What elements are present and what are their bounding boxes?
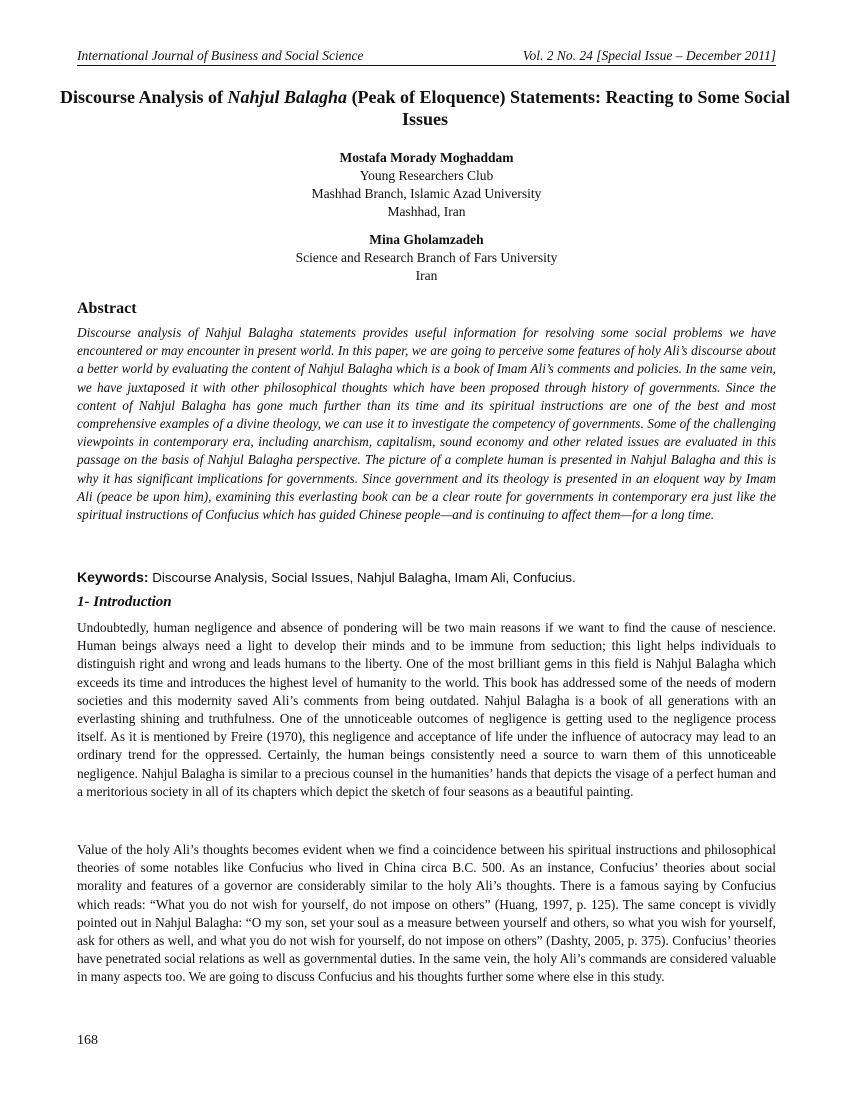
author-name: Mina Gholamzadeh [369,232,484,247]
issue-info: Vol. 2 No. 24 [Special Issue – December 2011] [522,48,776,63]
keywords-label: Keywords: [77,569,149,585]
keywords-text: Discourse Analysis, Social Issues, Nahjul Balagha, Imam Ali, Confucius. [148,570,576,585]
abstract-text: Discourse analysis of Nahjul Balagha statements provides useful information for resolving some social problems we have encountered or may encounter in present world. In this paper, we are going to perceive some features of holy Ali’s discourse about a better world by evaluating the content of Nahjul Balagha which is a book of Imam Ali’s comments and policies. In the same vein, we have juxtaposed it with other philosophical thoughts which have been proposed through history of governments. Since the content of Nahjul Balagha has gone much further than its time and its spiritual instructions are one of the best and most comprehensive examples of a divine theology, we can use it to investigate the competency of governments. Some of the challenging viewpoints in contemporary era, including anarchism, capitalism, sound economy and other related issues are evaluated in this passage on the basis of Nahjul Balagha perspective. The picture of a complete human is presented in Nahjul Balagha and this is why it has significant implications for governments. Since government and its theology is presented in an eloquent way by Imam Ali (peace be upon him), examining this everlasting book can be a clear route for governments in contemporary era just like the spiritual instructions of Confucius which has guided Chinese people—and is continuing to affect them—for a long time. [77,325,776,523]
author-affiliation-line: Mashhad Branch, Islamic Azad University [311,186,542,201]
keywords [77,568,776,587]
abstract-heading: Abstract [77,300,137,317]
title-italic: Nahjul Balagha [227,87,348,107]
author-block [77,149,776,285]
author-name: Mostafa Morady Moghaddam [339,150,514,165]
section-heading-introduction: 1- Introduction [77,594,172,610]
author-affiliation-line: Science and Research Branch of Fars University [295,250,558,265]
page-number: 168 [77,1033,98,1048]
body-paragraph: Value of the holy Ali’s thoughts becomes evident when we find a coincidence between his spiritual instructions and philosophical theories of some notables like Confucius who lived in China circa B.C. 500. As an instance, Confucius’ theories about social morality and features of a governor are considerably similar to the holy Ali’s thoughts. There is a famous saying by Confucius which reads: “What you do not wish for yourself, do not impose on others” (Huang, 1997, p. 125). The same concept is vividly pointed out in Nahjul Balagha: “O my son, set your soul as a measure between yourself and others, so what you wish for yourself, ask for others as well, and what you do not wish for yourself, do not impose on others” (Dashty, 2005, p. 375). Confucius’ theories have penetrated social relations as well as governmental duties. In the same vein, the holy Ali’s commands are considered valuable in many aspects too. We are going to discuss Confucius and his thoughts further some where else in this study. [77,842,776,985]
author-affiliation-line: Iran [415,268,438,283]
body-paragraph: Undoubtedly, human negligence and absence of pondering will be two main reasons if we want to find the cause of nescience. Human beings always need a light to develop their minds and to be immune from seduction; this light helps individuals to distinguish right and wrong and leads humans to the liberty. One of the most brilliant gems in this field is Nahjul Balagha which exceeds its time and introduces the highest level of humanity to the world. This book has addressed some of the needs of modern societies and this modernity saved Ali’s comments from being outdated. Nahjul Balagha is a book of all generations with an everlasting shining and truthfulness. One of the unnoticeable outcomes of negligence is getting used to the negligence process itself. As it is mentioned by Freire (1970), this negligence and acceptance of life under the influence of autocracy may lead to an ordinary trend for the oppressed. Certainly, the human beings consistently need a source to warn them of this unnoticeable negligence. Nahjul Balagha is similar to a precious counsel in the humanities’ hands that depicts the visage of a perfect human and a meritorious society in all of its chapters which depict the sketch of four seasons as a beautiful painting. [77,620,776,799]
paper-title [60,86,790,130]
author-affiliation-line: Young Researchers Club [359,168,494,183]
author-affiliation-line: Mashhad, Iran [387,204,466,219]
title-part-1: Discourse Analysis of [60,87,228,107]
journal-name: International Journal of Business and Social Science [77,48,364,63]
title-part-2: (Peak of Eloquence) Statements: Reacting to Some Social Issues [347,87,790,129]
running-header [77,48,776,66]
